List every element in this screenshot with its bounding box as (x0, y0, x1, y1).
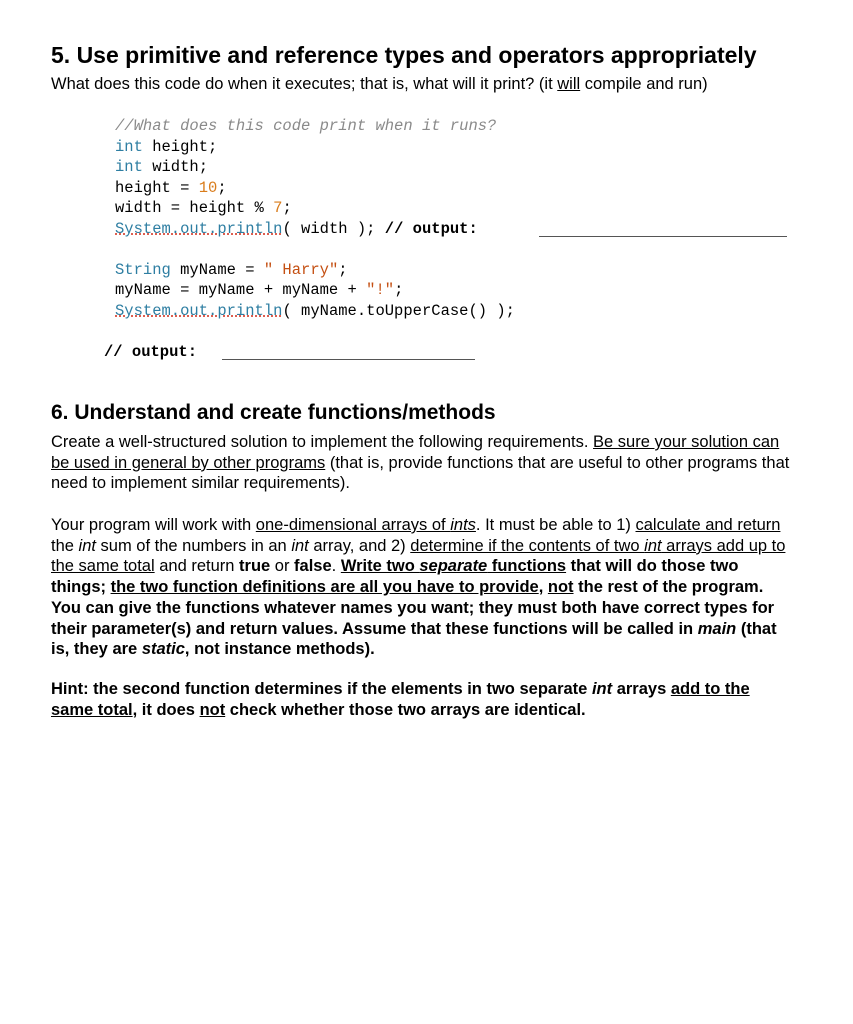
section-6-requirements: Your program will work with one-dimensional arrays of ints. It must be able to 1) calculate and return the int sum of the numbers in an int array, and 2) determine if the contents of two int arrays add up to the same total and return true or false. Write two separate functions that will do those two things; the two function definitions are all you have to provide, not the rest of the program. You can give the functions whatever names you want; they must both have correct types for their parameter(s) and return values. Assume that these functions will be called in main (that is, they are static, not instance methods). (51, 516, 786, 659)
code-block: //What does this code print when it runs? int height; int width; height = 10; width = height % 7; System.out.println( width ); // output: String myName = " Harry"; myName = myName + myName + "!"; System.out.println( myName.toUpperCase() ); (115, 117, 515, 320)
section-6-heading: 6. Understand and create functions/methods (51, 401, 496, 424)
section-6-intro: Create a well-structured solution to implement the following requirements. Be sure your solution can be used in general by other programs (that is, provide functions that are useful to other programs that need to implement similar requirements). (51, 433, 790, 493)
section-5-heading: 5. Use primitive and reference types and operators appropriately (51, 42, 757, 68)
answer-blank-2[interactable] (222, 359, 475, 360)
answer-blank-1[interactable] (539, 236, 787, 237)
output-label-1: // output: (384, 219, 478, 238)
code-comment: //What does this code print when it runs? (115, 117, 497, 135)
section-5-question: What does this code do when it executes; that is, what will it print? (it will compile and run) (51, 75, 708, 93)
output-label-2: // output: (104, 343, 198, 361)
section-6-hint: Hint: the second function determines if the elements in two separate int arrays add to the same total, it does not check whether those two arrays are identical. (51, 680, 750, 719)
